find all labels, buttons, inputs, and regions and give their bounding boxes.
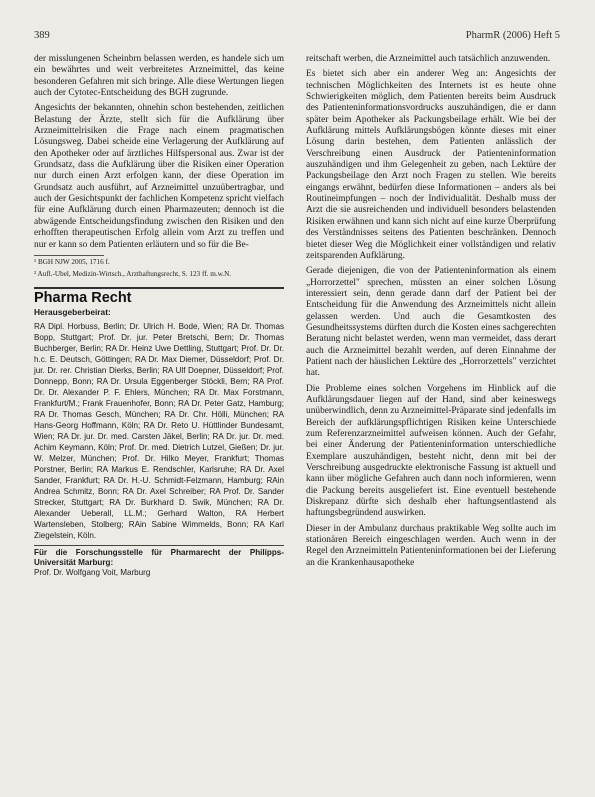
footnote-divider xyxy=(34,255,104,256)
left-paragraph: der misslungenen Scheinbrn belassen werden, es handele sich um ein bewährtes und weit verbreitetes Arzneimittel, das keine besonderen Gefahren mit sich bringe. Alle diese Wertungen liegen auch der Cytotec-Entscheidung des BGH zugrunde. xyxy=(34,54,284,99)
box-footer xyxy=(34,545,284,578)
right-paragraph: Die Probleme eines solchen Vorgehens im Hinblick auf die Aufklärungsdauer liegen auf der Hand, sind aber keineswegs unüberwindlich, denn zu Arzneimittel-Präparate sind jedenfalls im Bereich der aufklärungspflichtigen Risiken keine Unterschiede zum Referenzarzneimittel aufweisen können. Auch der Gefahr, bei einer Änderung der Patienteninformation unterschiedliche Exemplare auszuhändigen, besteht nicht, denn mit bei der Verschreibung ausgedruckte elektronische Fassung ist aktuell und kann über mögliche Gefahren auch dann noch informieren, wenn die Packung bereits ausgeliefert ist. Eine eventuell bestehende Diskrepanz dürfte sich deshalb eher haftungsentlastend als haftungsbegründend auswirken. xyxy=(306,383,556,519)
running-title: PharmR (2006) Heft 5 xyxy=(465,30,560,41)
right-paragraph: Gerade diejenigen, die von der Patienteninformation als einem „Horrorzettel" sprechen, müssten an einer solchen Lösung interessiert sein, denn gerade dann darf der Patient bei der Entscheidung für die Anwendung des Arzneimittels nicht allein gelassen werden. Und auch die Gesamtkosten des Gesundheitssystems dürften durch die Kosten eines sachgerechten Beratung nicht belastet werden, wenn man vermeidet, dass derart auch die Arzneimittel bezahlt werden, auf deren Einnahme der Patient nach der häuslichen Lektüre des „Horrorzettels" verzichtet hat. xyxy=(306,266,556,379)
box-subtitle: Herausgeberbeirat: xyxy=(34,307,111,318)
right-paragraph: Dieser in der Ambulanz durchaus praktikable Weg sollte auch im stationären Bereich eingeschlagen werden. Auch wenn in der Regel den Arzneimitteln Patienteninformationen bei der Lieferung an die Krankenhausapotheke xyxy=(306,523,556,568)
page-number: 389 xyxy=(34,30,50,41)
page-header xyxy=(34,30,560,46)
research-center-label: Für die Forschungsstelle für Pharmarecht der Philipps-Universität Marburg: xyxy=(34,547,284,567)
right-column xyxy=(306,54,556,573)
left-column xyxy=(34,54,284,578)
right-paragraph: reitschaft werben, die Arzneimittel auch tatsächlich anzuwenden. xyxy=(306,54,551,64)
footnote: ¹ BGH NJW 2005, 1716 f. xyxy=(34,257,110,266)
editorial-board-list: RA Dipl. Horbuss, Berlin; Dr. Ulrich H. Bode, Wien; RA Dr. Thomas Bopp, Stuttgart; Prof. Dr. jur. Peter Bretschi, Bern; Dr. Thomas Buchberger, Berlin; RA Dr. Heinz Uwe Dettling, Stuttgart; Prof. Dr. Dr. h.c. E. Deutsch, Göttingen; RA Dr. Max Diemer, Düsseldorf; Prof. Dr. jur. Dr. rer. Christian Dierks, Berlin; RA Ulf Doepner, Düsseldorf; Prof. Donnepp, Bonn; RA Dr. Ursula Eggenberger Stöckli, Bern; RA Prof. Dr. Dr. Alexander P. F. Ehlers, München; RA Dr. Max Forstmann, Frankfurt/M.; Frank Frauenhofer, Bonn; RA Dr. Peter Gatz, Hamburg; RA Dr. Thomas Gesch, München; RA Dr. Chr. Hölli, München; RA Hans-Georg Hoffmann, Köln; RA Dr. Reto U. Hüttlinder Bundesamt, Wien; RA Dr. jur. Dr. med. Carsten Jäkel, Berlin; RA Dr. jur. Dr. med. Achim Keymann, Köln; Prof. Dr. med. Dietrich Lutzel, Gießen; Dr. jur. W. Melzer, München; Prof. Dr. Hilko Meyer, Frankfurt; Thomas Porstner, Berlin; RA Markus E. Rendschler, Karlsruhe; RA Dr. Axel Sander, Frankfurt; RA Dr. H.-U. Schmidt-Felzmann, Hamburg; RAin Andrea Schmitz, Bonn; RA Dr. Axel Schreiber; RA Prof. Dr. Sander Strecker, Stuttgart; RA Dr. Burkhard D. Swik, München; RA Dr. Alexander Ueberall, LL.M.; Gerhard Walton, RA Herbert Wartensleben, Stolberg; RAin Sabine Wimmelds, Bonn; RA Karl Ziegelstein, Köln. xyxy=(34,321,284,540)
pharma-recht-box xyxy=(34,287,284,578)
box-title: Pharma Recht xyxy=(34,290,132,307)
right-paragraph: Es bietet sich aber ein anderer Weg an: Angesichts der technischen Möglichkeiten des Internets ist es heute ohne Schwierigkeiten möglich, dem Patienten bereits beim Ausdruck des Patienteninformationsvordrucks auszuhändigen, die er dann später beim Apotheker als Packungsbeilage erhält. Wie bei der Aufklärung mittels Aufklärungsbögen könnte dieses mit einer Lösung darin bestehen, dem Patienten anlässlich der Verschreibung einen Ausdruck der Patienteninformation auszuhändigen und ihm Gelegenheit zu geben, nach Lektüre der Packungsbeilage den Arzt noch Fragen zu stellen. Wie bereits eingangs erwähnt, bedürfen diese Informationen – anders als bei Routineimpfungen – noch der Individualität. Deshalb muss der Arzt die sie ausreichenden und individuell besonders belastenden Risiken erwähnen und kann sich nicht auf eine kurze Überprüfung des Verständnisses seitens des Patienten beschränken. Dennoch bietet dieser Weg die Möglichkeit einer vollständigen und relativ zeitsparenden Aufklärung. xyxy=(306,69,556,261)
research-center-contact: Prof. Dr. Wolfgang Voit, Marburg xyxy=(34,567,151,577)
footnote: ² Aufl.-Ubel, Medizin-Wirtsch., Arzthaftungsrecht, S. 123 ff. m.w.N. xyxy=(34,270,232,279)
left-paragraph: Angesichts der bekannten, ohnehin schon bestehenden, zeitlichen Belastung der Ärzte, stellt sich für die Aufklärung über Arzneimittelrisiken die Frage nach einem pragmatischen Lösungsweg. Dabei scheide eine Verlagerung der Aufklärung auf den Apotheker oder auf ärztliches Hilfspersonal aus. Zwar ist der Grundsatz, dass die Aufklärung über die Risiken einer Operation nur durch einen Arzt erfolgen kann, der diese Operation im Grundsatz auch ausführt, auf Arzneimittel unzuübertragbar, und auch der Gesichtspunkt der fachlichen Kompetenz spricht vielfach für eine Aufklärung durch einen Pharmazeuten; dennoch ist die abwägende Entscheidungsfindung zwischen den Risiken und den erhofften therapeutischen Erfolg allein vom Arzt zu treffen und nur er kann so dem Patienten erläutern und so für die Be- xyxy=(34,103,284,250)
